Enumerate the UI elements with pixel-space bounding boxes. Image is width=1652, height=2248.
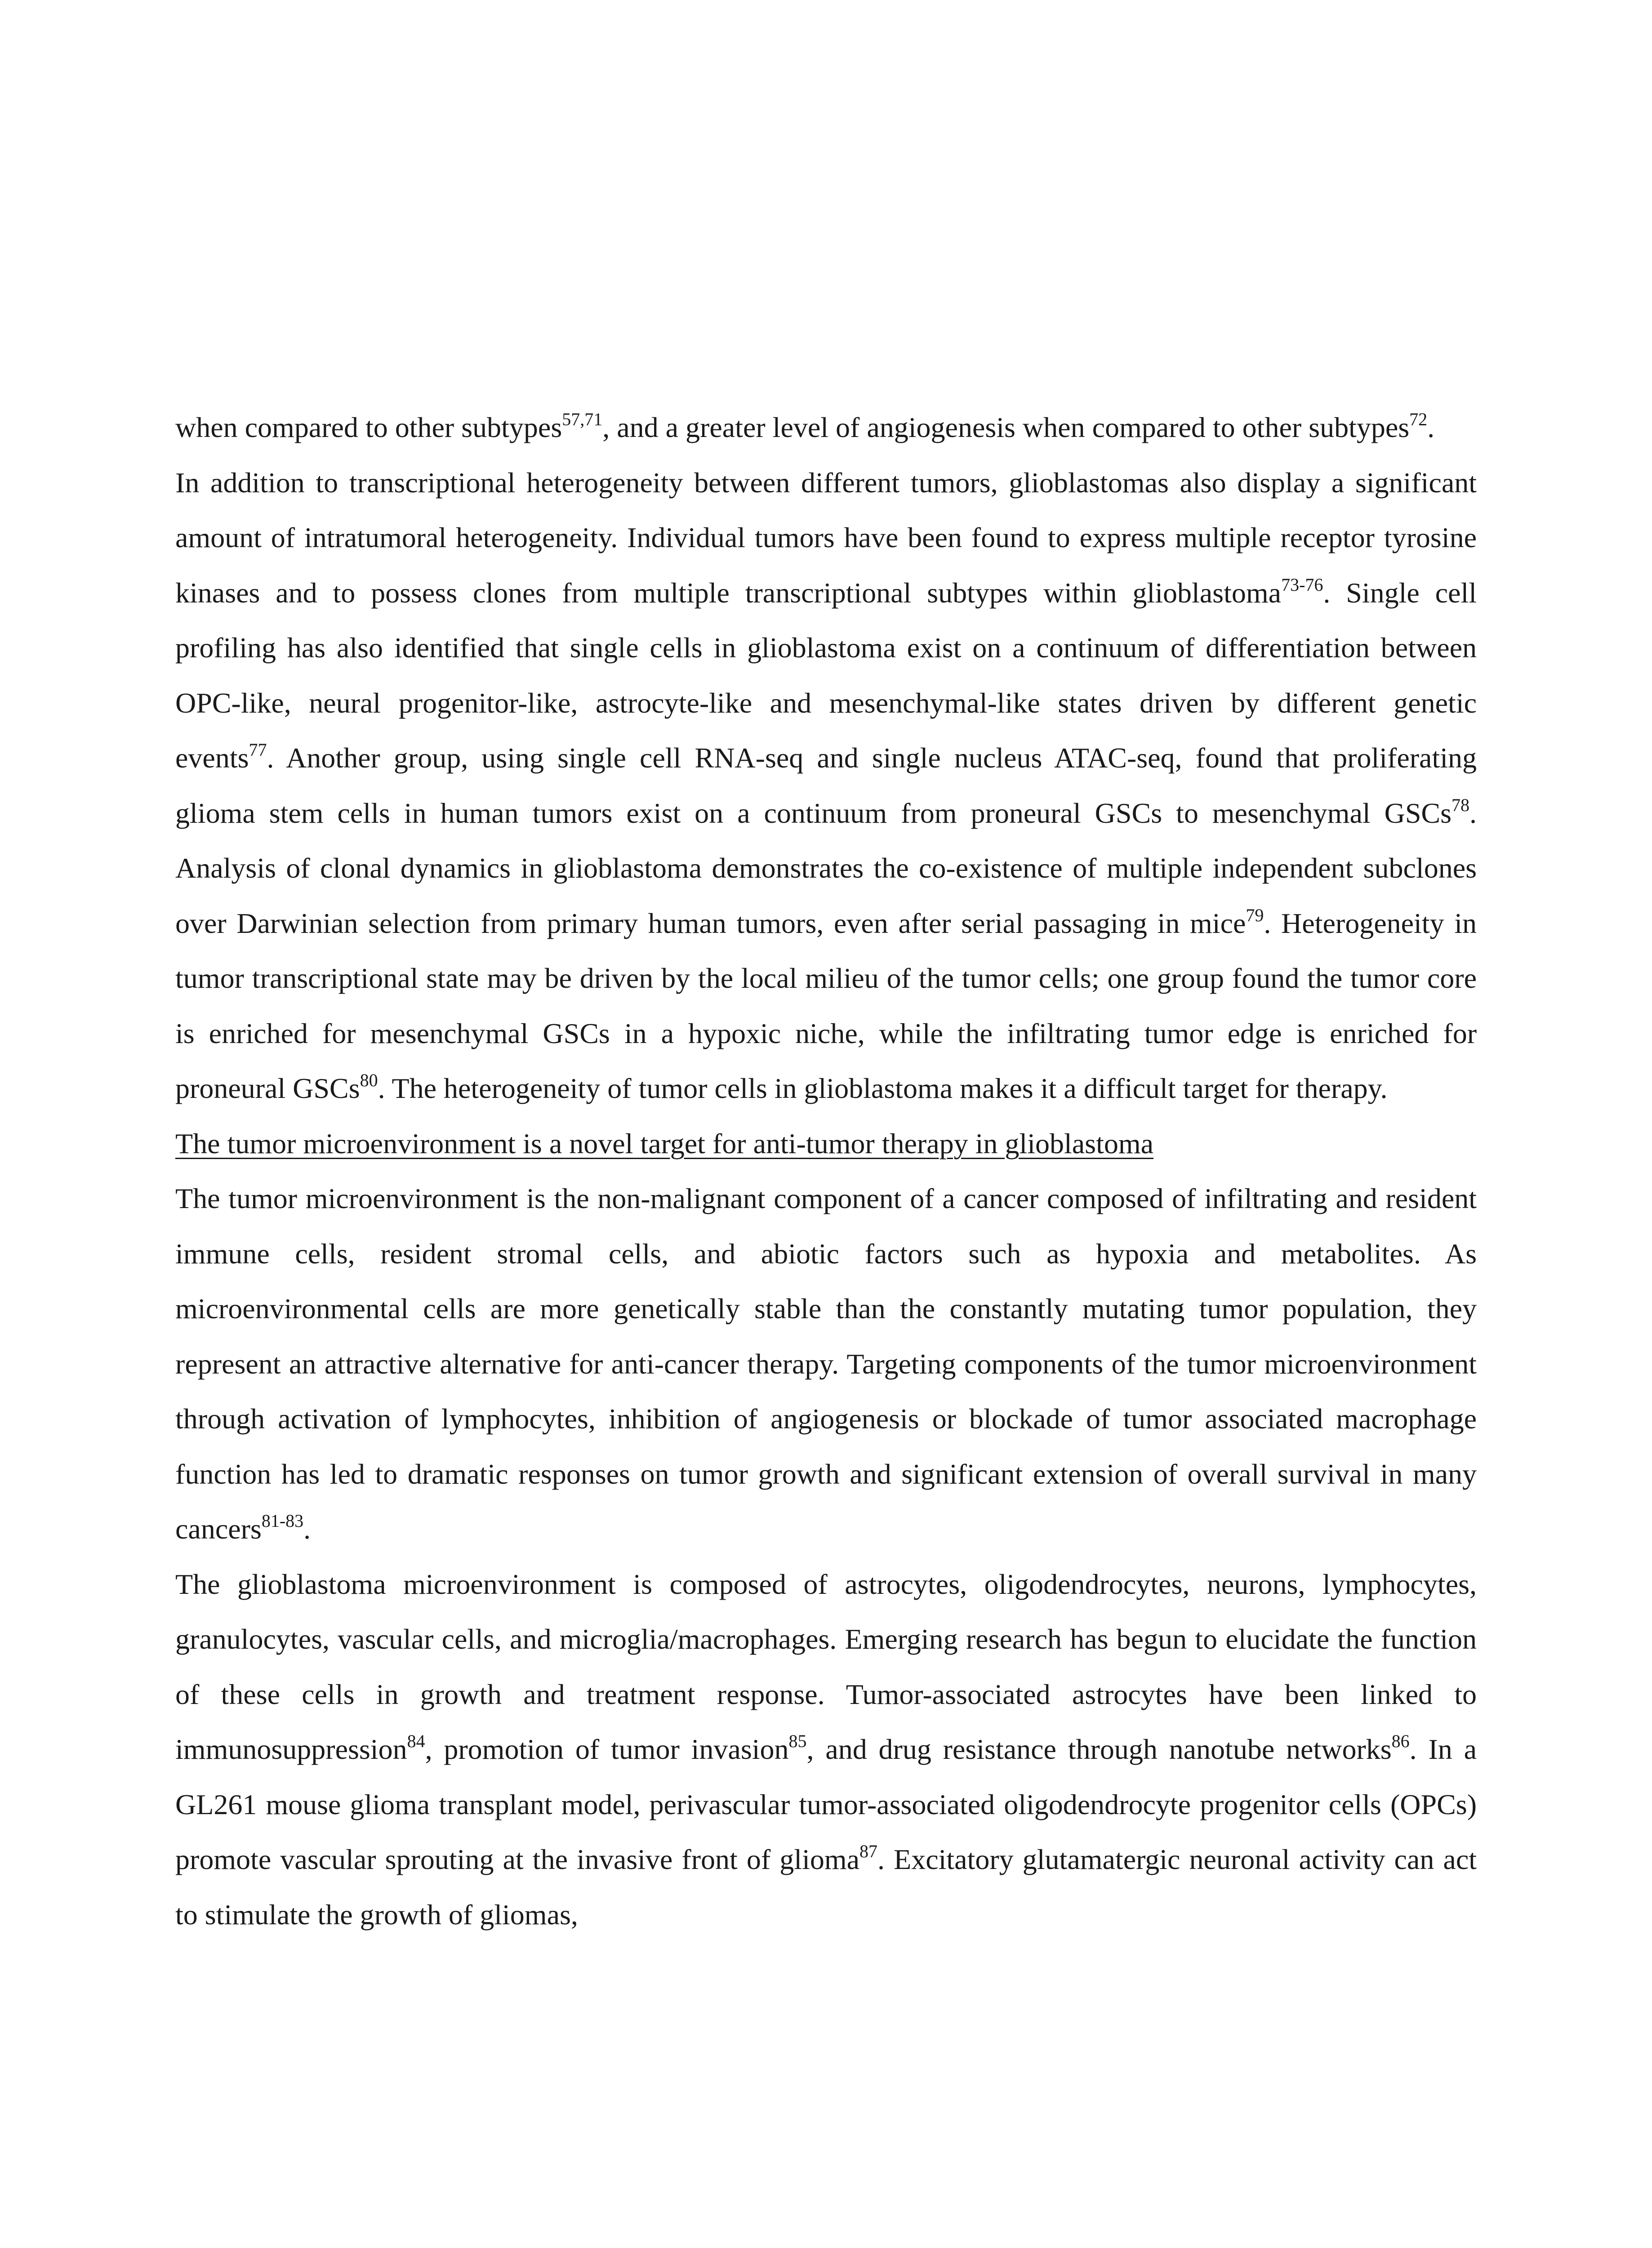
citation-superscript: 84 <box>407 1731 425 1751</box>
citation-superscript: 72 <box>1409 409 1428 429</box>
citation-superscript: 79 <box>1246 905 1264 925</box>
citation-superscript: 73-76 <box>1281 574 1323 595</box>
citation-superscript: 87 <box>859 1841 878 1861</box>
paragraph-intratumoral-heterogeneity: In addition to transcriptional heterogeneity between different tumors, glioblastomas also display a significant amount of intratumoral heterogeneity. Individual tumors have been found to express multiple receptor tyrosine kinases and to possess clones from multiple transcriptional subtypes within glioblastoma$^{73-76}$. Single cell profiling has also identified that single cells in glioblastoma exist on a continuum of differentiation between OPC-like, neural progenitor-like, astrocyte-like and mesenchymal-like states driven by different genetic events$^{77}$. Another group, using single cell RNA-seq and single nucleus ATAC-seq, found that proliferating glioma stem cells in human tumors exist on a continuum from proneural GSCs to mesenchymal GSCs$^{78}$. Analysis of clonal dynamics in glioblastoma demonstrates the co-existence of multiple independent subclones over Darwinian selection from primary human tumors, even after serial passaging in mice$^{79}$. Heterogeneity in tumor transcriptional state may be driven by the local milieu of the tumor cells; one group found the tumor core is enriched for mesenchymal GSCs in a hypoxic niche, while the infiltrating tumor edge is enriched for proneural GSCs$^{80}$. The heterogeneity of tumor cells in glioblastoma makes it a difficult target for therapy. <box>175 466 1477 1104</box>
paragraph-tumor-microenvironment: The tumor microenvironment is the non-malignant component of a cancer composed of infiltrating and resident immune cells, resident stromal cells, and abiotic factors such as hypoxia and metabolites. As microenvironmental cells are more genetically stable than the constantly mutating tumor population, they represent an attractive alternative for anti-cancer therapy. Targeting components of the tumor microenvironment through activation of lymphocytes, inhibition of angiogenesis or blockade of tumor associated macrophage function has led to dramatic responses on tumor growth and significant extension of overall survival in many cancers$^{81-83}$. <box>175 1182 1477 1545</box>
paragraph-glioblastoma-microenvironment: The glioblastoma microenvironment is composed of astrocytes, oligodendrocytes, neurons, lymphocytes, granulocytes, vascular cells, and microglia/macrophages. Emerging research has begun to elucidate the function of these cells in growth and treatment response. Tumor-associated astrocytes have been linked to immunosuppression$^{84}$, promotion of tumor invasion$^{85}$, and drug resistance through nanotube networks$^{86}$. In a GL261 mouse glioma transplant model, perivascular tumor-associated oligodendrocyte progenitor cells (OPCs) promote vascular sprouting at the invasive front of glioma$^{87}$. Excitatory glutamatergic neuronal activity can act to stimulate the growth of gliomas, <box>175 1568 1477 1931</box>
citation-superscript: 85 <box>788 1731 807 1751</box>
citation-superscript: 80 <box>360 1070 378 1090</box>
citation-superscript: 57,71 <box>562 409 603 429</box>
section-heading: The tumor microenvironment is a novel target for anti-tumor therapy in glioblastoma <box>175 1127 1154 1160</box>
citation-superscript: 77 <box>249 740 267 760</box>
document-body <box>175 400 1477 1942</box>
citation-superscript: 78 <box>1452 794 1469 815</box>
paragraph-subtype-comparison: when compared to other subtypes$^{57,71}$, and a greater level of angiogenesis when compared to other subtypes$^{72}$. <box>175 409 1435 443</box>
citation-superscript: 81-83 <box>261 1511 304 1531</box>
citation-superscript: 86 <box>1391 1731 1410 1751</box>
